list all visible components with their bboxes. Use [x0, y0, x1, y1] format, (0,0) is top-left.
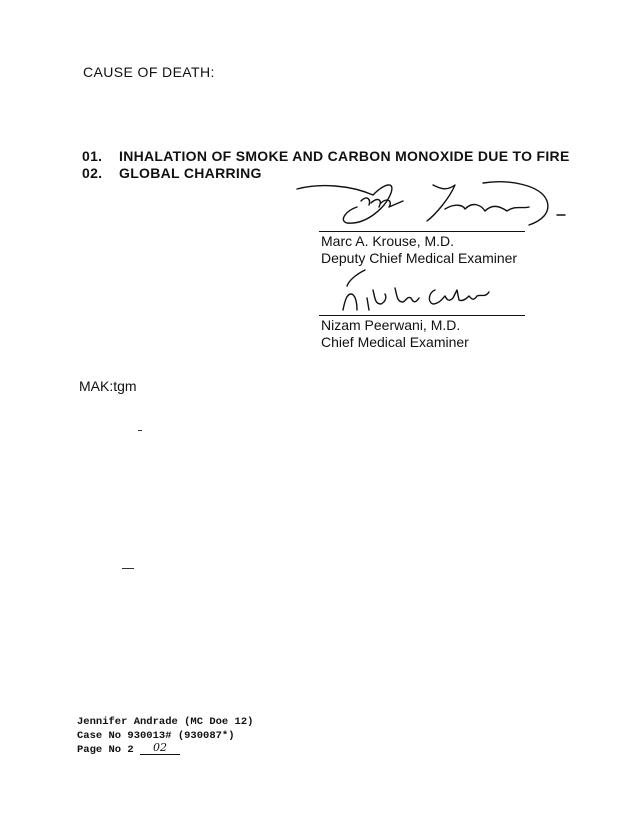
page-number-handwritten: 02: [140, 742, 180, 755]
cause-of-death-heading: CAUSE OF DEATH:: [83, 64, 215, 80]
signer-name: Nizam Peerwani, M.D.: [321, 317, 461, 333]
signer-title: Chief Medical Examiner: [321, 334, 469, 350]
footer-block: [77, 715, 253, 757]
footer-case-line: Case No 930013# (930087*): [77, 730, 235, 742]
signer-name: Marc A. Krouse, M.D.: [321, 233, 455, 249]
page-label: Page No 2: [77, 744, 134, 756]
signature-line: [319, 231, 525, 232]
cause-item: [82, 148, 570, 164]
cause-number: 02.: [82, 165, 103, 181]
signature-line: [319, 315, 525, 316]
signature-krouse: [295, 175, 595, 235]
cause-item: [82, 165, 262, 181]
cause-text: INHALATION OF SMOKE AND CARBON MONOXIDE DUE TO FIRE: [119, 148, 570, 164]
footer-subject-line: Jennifer Andrade (MC Doe 12): [77, 716, 254, 728]
footer-page-line: [77, 743, 253, 757]
scan-mark: [122, 568, 134, 569]
signer-title: Deputy Chief Medical Examiner: [321, 250, 518, 266]
cause-number: 01.: [82, 148, 103, 164]
signature-peerwani: [335, 268, 535, 318]
typist-initials: MAK:tgm: [79, 378, 137, 394]
scan-mark: [138, 430, 142, 431]
cause-text: GLOBAL CHARRING: [119, 165, 262, 181]
